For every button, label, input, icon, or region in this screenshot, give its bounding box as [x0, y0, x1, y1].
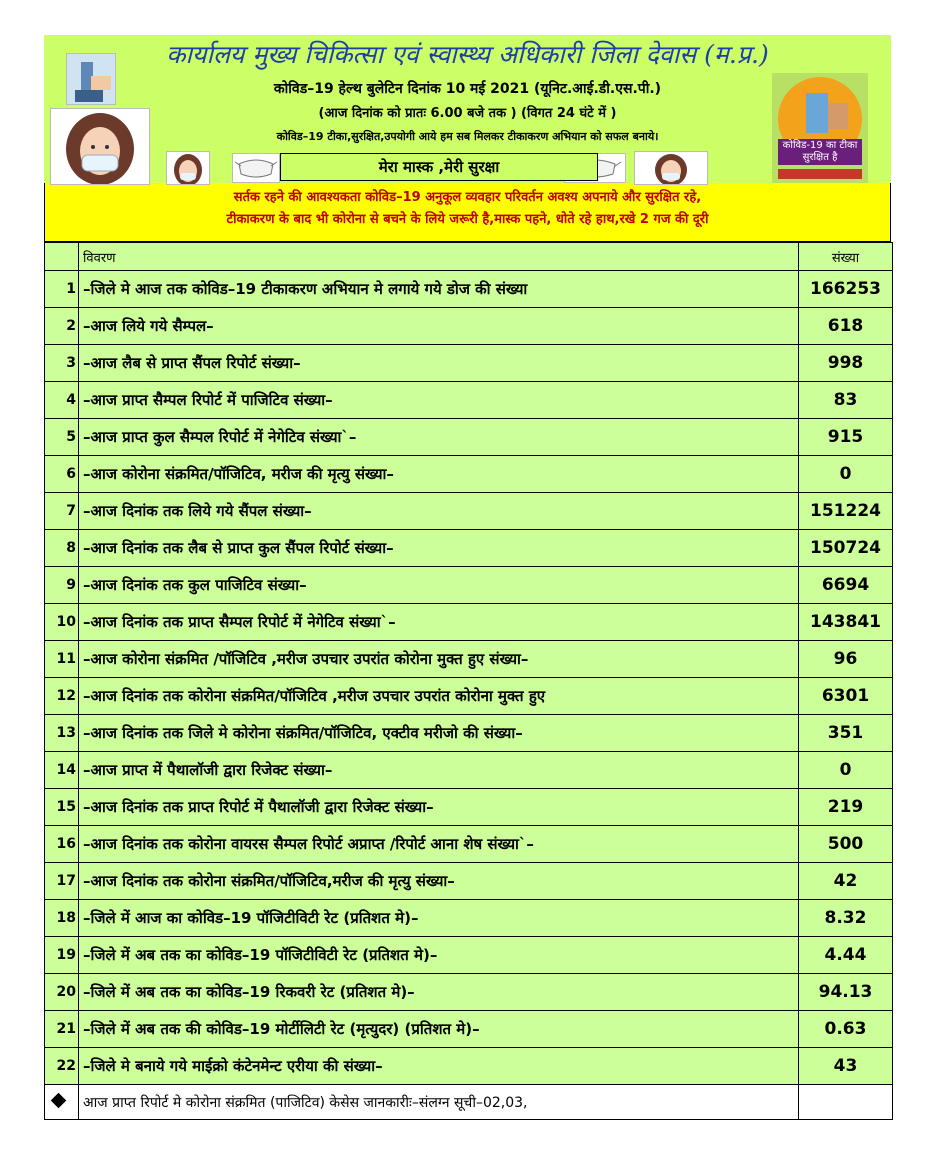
row-count: 43: [799, 1048, 893, 1085]
row-description: –आज दिनांक तक लैब से प्राप्त कुल सैंपल रिपोर्ट संख्या–: [79, 530, 799, 567]
warning-line-2: टीकाकरण के बाद भी कोरोना से बचने के लिये जरूरी है,मास्क पहने, धोते रहे हाथ,रखे 2 गज की दूरी: [226, 212, 709, 227]
row-description: –आज दिनांक तक कुल पाजिटिव संख्या–: [79, 567, 799, 604]
row-count: 83: [799, 382, 893, 419]
row-count: 96: [799, 641, 893, 678]
row-number: 9: [45, 567, 79, 604]
table-header-row: [45, 243, 893, 271]
table-row: [45, 567, 893, 604]
row-number: 1: [45, 271, 79, 308]
mask-slogan: मेरा मास्क ,मेरी सुरक्षा: [280, 153, 598, 181]
row-description: –आज लिये गये सैम्पल–: [79, 308, 799, 345]
row-count: 143841: [799, 604, 893, 641]
row-number: 4: [45, 382, 79, 419]
row-description: –जिले में अब तक का कोविड–19 पॉजिटीविटी रेट (प्रतिशत मे)–: [79, 937, 799, 974]
table-row: [45, 974, 893, 1011]
footer-note: आज प्राप्त रिपोर्ट मे कोरोना संक्रमित (पाजिटिव) केसेस जानकारीः–संलग्न सूची–02,03,: [79, 1085, 799, 1120]
time-note: (आज दिनांक को प्रातः 6.00 बजे तक ) (विगत 24 घंटे में ): [318, 106, 617, 121]
row-number: 7: [45, 493, 79, 530]
diamond-bullet-icon: [51, 1093, 67, 1109]
table-row: [45, 715, 893, 752]
table-row: [45, 863, 893, 900]
row-number: 10: [45, 604, 79, 641]
table-row: [45, 826, 893, 863]
office-title: कार्यालय मुख्य चिकित्सा एवं स्वास्थ्य अधिकारी जिला देवास (म.प्र.): [166, 40, 769, 69]
row-count: 219: [799, 789, 893, 826]
header-count: संख्या: [799, 243, 893, 271]
row-count: 0: [799, 456, 893, 493]
table-row: [45, 271, 893, 308]
mask-image-left: [232, 153, 280, 183]
row-count: 0: [799, 752, 893, 789]
table-row: [45, 900, 893, 937]
row-description: –आज प्राप्त कुल सैम्पल रिपोर्ट में नेगेटिव संख्या`–: [79, 419, 799, 456]
row-count: 8.32: [799, 900, 893, 937]
row-number: 16: [45, 826, 79, 863]
row-description: –आज दिनांक तक प्राप्त रिपोर्ट में पैथालॉजी द्वारा रिजेक्ट संख्या–: [79, 789, 799, 826]
row-number: 14: [45, 752, 79, 789]
row-description: –आज कोरोना संक्रमित/पॉजिटिव, मरीज की मृत्यु संख्या–: [79, 456, 799, 493]
row-number: 8: [45, 530, 79, 567]
masked-woman-small-image-2: [634, 151, 708, 185]
header-description: विवरण: [79, 243, 799, 271]
poster-text: कोविड-19 का टीका सुरक्षित है: [778, 139, 862, 165]
row-count: 6694: [799, 567, 893, 604]
table-row: [45, 382, 893, 419]
header-banner: [44, 35, 891, 183]
row-count: 166253: [799, 271, 893, 308]
row-number: 3: [45, 345, 79, 382]
statistics-table: [44, 242, 893, 1120]
table-row: [45, 604, 893, 641]
table-row: [45, 456, 893, 493]
row-description: –जिले मे आज तक कोविड–19 टीकाकरण अभियान मे लगाये गये डोज की संख्या: [79, 271, 799, 308]
row-description: –आज लैब से प्राप्त सैंपल रिपोर्ट संख्या–: [79, 345, 799, 382]
footer-empty-cell: [799, 1085, 893, 1120]
row-number: 2: [45, 308, 79, 345]
table-row: [45, 308, 893, 345]
header-number-cell: [45, 243, 79, 271]
row-number: 19: [45, 937, 79, 974]
footer-row: [45, 1085, 893, 1120]
table-row: [45, 641, 893, 678]
table-row: [45, 419, 893, 456]
table-row: [45, 1048, 893, 1085]
row-number: 12: [45, 678, 79, 715]
row-description: –जिले में आज का कोविड–19 पॉजिटीविटी रेट (प्रतिशत मे)–: [79, 900, 799, 937]
row-description: –आज दिनांक तक कोरोना संक्रमित/पॉजिटिव,मरीज की मृत्यु संख्या–: [79, 863, 799, 900]
row-count: 0.63: [799, 1011, 893, 1048]
row-count: 6301: [799, 678, 893, 715]
warning-banner: [44, 183, 891, 242]
row-count: 500: [799, 826, 893, 863]
row-description: –जिले मे बनाये गये माईक्रो कंटेनमेन्ट एरीया की संख्या–: [79, 1048, 799, 1085]
row-count: 150724: [799, 530, 893, 567]
table-row: [45, 789, 893, 826]
row-number: 5: [45, 419, 79, 456]
table-row: [45, 678, 893, 715]
table-row: [45, 345, 893, 382]
row-count: 4.44: [799, 937, 893, 974]
row-description: –जिले में अब तक की कोविड–19 मोर्टीलिटी रेट (मृत्युदर) (प्रतिशत मे)–: [79, 1011, 799, 1048]
row-description: –आज दिनांक तक लिये गये सैंपल संख्या–: [79, 493, 799, 530]
bulletin-sheet: [44, 35, 891, 1120]
row-description: –आज दिनांक तक प्राप्त सैम्पल रिपोर्ट में नेगेटिव संख्या`–: [79, 604, 799, 641]
row-description: –जिले में अब तक का कोविड–19 रिकवरी रेट (प्रतिशत मे)–: [79, 974, 799, 1011]
bulletin-date-line: कोविड–19 हेल्थ बुलेटिन दिनांक 10 मई 2021 (यूनिट.आई.डी.एस.पी.): [273, 81, 662, 97]
row-description: –आज प्राप्त में पैथालॉजी द्वारा रिजेक्ट संख्या–: [79, 752, 799, 789]
row-count: 94.13: [799, 974, 893, 1011]
table-row: [45, 530, 893, 567]
table-row: [45, 752, 893, 789]
row-count: 42: [799, 863, 893, 900]
row-number: 18: [45, 900, 79, 937]
row-number: 17: [45, 863, 79, 900]
row-number: 11: [45, 641, 79, 678]
row-count: 351: [799, 715, 893, 752]
row-number: 20: [45, 974, 79, 1011]
row-description: –आज दिनांक तक जिले मे कोरोना संक्रमित/पॉजिटिव, एक्टीव मरीजो की संख्या–: [79, 715, 799, 752]
diamond-bullet-cell: [45, 1085, 79, 1120]
row-description: –आज कोरोना संक्रमित /पॉजिटिव ,मरीज उपचार उपरांत कोरोना मुक्त हुए संख्या–: [79, 641, 799, 678]
masked-woman-small-image: [166, 151, 210, 185]
row-number: 15: [45, 789, 79, 826]
row-number: 13: [45, 715, 79, 752]
table-row: [45, 937, 893, 974]
vaccine-appeal: कोविड–19 टीका,सुरक्षित,उपयोगी आये हम सब मिलकर टीकाकरण अभियान को सफल बनाये।: [276, 130, 659, 143]
row-count: 151224: [799, 493, 893, 530]
table-row: [45, 1011, 893, 1048]
table-row: [45, 493, 893, 530]
row-number: 6: [45, 456, 79, 493]
warning-line-1: सर्तक रहने की आवश्यकता कोविड–19 अनुकूल व्यवहार परिवर्तन अवश्य अपनाये और सुरक्षित रहे,: [233, 190, 702, 205]
row-number: 22: [45, 1048, 79, 1085]
row-count: 915: [799, 419, 893, 456]
row-description: –आज दिनांक तक कोरोना संक्रमित/पॉजिटिव ,मरीज उपचार उपरांत कोरोना मुक्त हुए: [79, 678, 799, 715]
row-description: –आज दिनांक तक कोरोना वायरस सैम्पल रिपोर्ट अप्राप्त /रिपोर्ट आना शेष संख्या`–: [79, 826, 799, 863]
row-number: 21: [45, 1011, 79, 1048]
row-count: 998: [799, 345, 893, 382]
row-count: 618: [799, 308, 893, 345]
row-description: –आज प्राप्त सैम्पल रिपोर्ट में पाजिटिव संख्या–: [79, 382, 799, 419]
